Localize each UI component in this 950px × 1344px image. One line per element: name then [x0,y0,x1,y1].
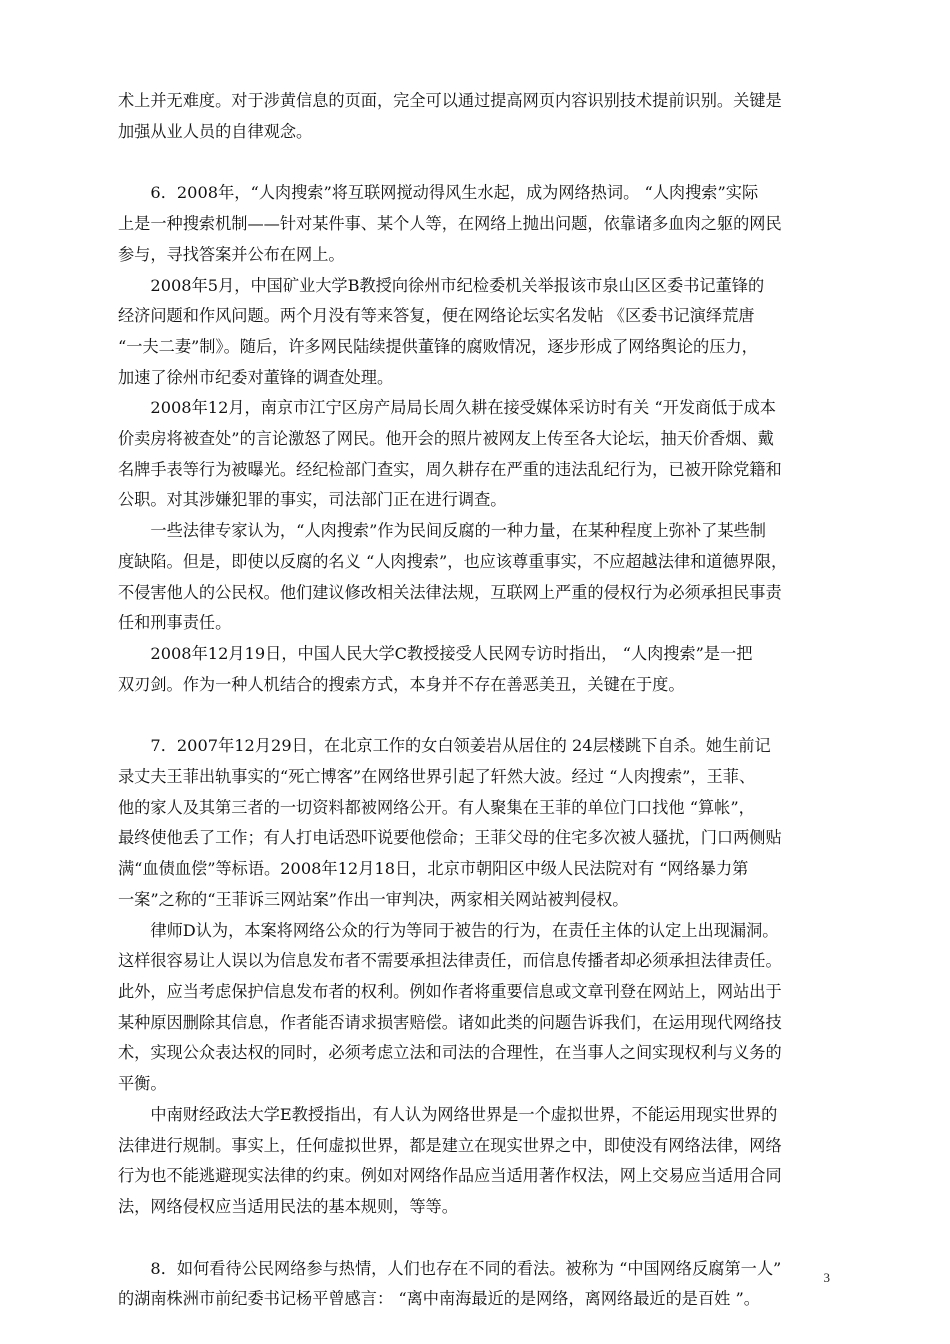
text-line: 任和刑事责任。 [118,613,232,633]
text-line: 价卖房将被查处”的言论激怒了网民。他开会的照片被网友上传至各大论坛，抽天价香烟、戴 [118,429,774,449]
paragraph-dong-feng-case [118,271,834,394]
text-line: 术，实现公众表达权的同时，必须考虑立法和司法的合理性，在当事人之间实现权利与义务的 [118,1043,782,1063]
paragraph-lawyer-d [118,916,834,1100]
paragraph-item-7 [118,731,834,915]
text-line: 度缺陷。但是，即使以反腐的名义 “人肉搜索”，也应该尊重事实，不应超越法律和道德界限， [118,551,788,571]
text-line: 名牌手表等行为被曝光。经纪检部门查实，周久耕存在严重的违法乱纪行为，已被开除党籍和 [118,459,782,479]
text-line: 术上并无难度。对于涉黄信息的页面，完全可以通过提高网页内容识别技术提前识别。关键是 [118,91,782,110]
paragraph-legal-experts [118,516,834,639]
paragraph-continuation [118,86,834,147]
text-line: 中南财经政法大学E教授指出，有人认为网络世界是一个虚拟世界，不能运用现实世界的 [150,1104,778,1124]
paragraph-gap [118,147,834,178]
text-line: 经济问题和作风问题。两个月没有等来答复，便在网络论坛实名发帖 《区委书记演绎荒唐 [118,306,755,326]
text-line: 加强从业人员的自律观念。 [118,121,313,141]
text-line: 平衡。 [118,1074,167,1094]
text-line: 2008年12月，南京市江宁区房产局局长周久耕在接受媒体采访时有关 “开发商低于成本 [150,398,776,418]
text-line: 一些法律专家认为，“人肉搜索”作为民间反腐的一种力量，在某种程度上弥补了某些制 [150,521,766,541]
text-line: 满“血债血偿”等标语。2008年12月18日，北京市朝阳区中级人民法院对有 “网络暴力第 [118,859,749,879]
page-number: 3 [823,1270,830,1285]
text-line: 法律进行规制。事实上，任何虚拟世界，都是建立在现实世界之中，即使没有网络法律，网络 [118,1135,782,1155]
text-line: 某种原因删除其信息，作者能否请求损害赔偿。诸如此类的问题告诉我们，在运用现代网络技 [118,1012,782,1032]
text-line: 2008年5月，中国矿业大学B教授向徐州市纪检委机关举报该市泉山区区委书记董锋的 [150,275,765,295]
document-body [118,86,834,1315]
text-line: 公职。对其涉嫌犯罪的事实，司法部门正在进行调查。 [118,490,507,510]
paragraph-professor-e [118,1100,834,1223]
text-line: 此外，应当考虑保护信息发布者的权利。例如作者将重要信息或文章刊登在网站上，网站出于 [118,981,782,1001]
text-line: 不侵害他人的公民权。他们建议修改相关法律法规，互联网上严重的侵权行为必须承担民事责 [118,582,782,602]
text-line: 律师D认为，本案将网络公众的行为等同于被告的行为，在责任主体的认定上出现漏洞。 [150,920,779,940]
paragraph-item-6 [118,178,834,270]
text-line: 参与，寻找答案并公布在网上。 [118,244,345,264]
text-line: 6．2008年，“人肉搜索”将互联网搅动得风生水起，成为网络热词。 “人肉搜索”实际 [150,183,759,203]
text-line: 这样很容易让人误以为信息发布者不需要承担法律责任，而信息传播者却必须承担法律责任。 [118,951,782,971]
text-line: 加速了徐州市纪委对董锋的调查处理。 [118,367,394,387]
text-line: 上是一种搜索机制——针对某件事、某个人等，在网络上抛出问题，依靠诸多血肉之躯的网民 [118,214,782,234]
paragraph-zhou-jiugeng-case [118,393,834,516]
text-line: 一案”之称的“王菲诉三网站案”作出一审判决，两家相关网站被判侵权。 [118,889,629,909]
text-line: “一夫二妻”制》。随后，许多网民陆续提供董锋的腐败情况，逐步形成了网络舆论的压力， [118,336,758,356]
paragraph-gap [118,1223,834,1254]
text-line: 他的家人及其第三者的一切资料都被网络公开。有人聚集在王菲的单位门口找他 “算帐”， [118,797,755,817]
paragraph-professor-c [118,639,834,700]
paragraph-item-8 [118,1254,834,1315]
text-line: 最终使他丢了工作；有人打电话恐吓说要他偿命；王菲父母的住宅多次被人骚扰，门口两侧贴 [118,828,782,848]
text-line: 法，网络侵权应当适用民法的基本规则，等等。 [118,1196,458,1216]
text-line: 7．2007年12月29日，在北京工作的女白领姜岩从居住的 24层楼跳下自杀。她生前记 [150,736,771,756]
text-line: 2008年12月19日，中国人民大学C教授接受人民网专访时指出， “人肉搜索”是一把 [150,643,753,663]
text-line: 8．如何看待公民网络参与热情，人们也存在不同的看法。被称为 “中国网络反腐第一人” [150,1258,782,1278]
paragraph-gap [118,700,834,731]
text-line: 的湖南株洲市前纪委书记杨平曾感言： “离中南海最近的是网络，离网络最近的是百姓 ”。 [118,1289,760,1309]
text-line: 录丈夫王菲出轨事实的“死亡博客”在网络世界引起了轩然大波。经过 “人肉搜索”，王菲、 [118,767,756,787]
text-line: 行为也不能逃避现实法律的约束。例如对网络作品应当适用著作权法，网上交易应当适用合同 [118,1166,782,1186]
text-line: 双刃剑。作为一种人机结合的搜索方式，本身并不存在善恶美丑，关键在于度。 [118,674,685,694]
